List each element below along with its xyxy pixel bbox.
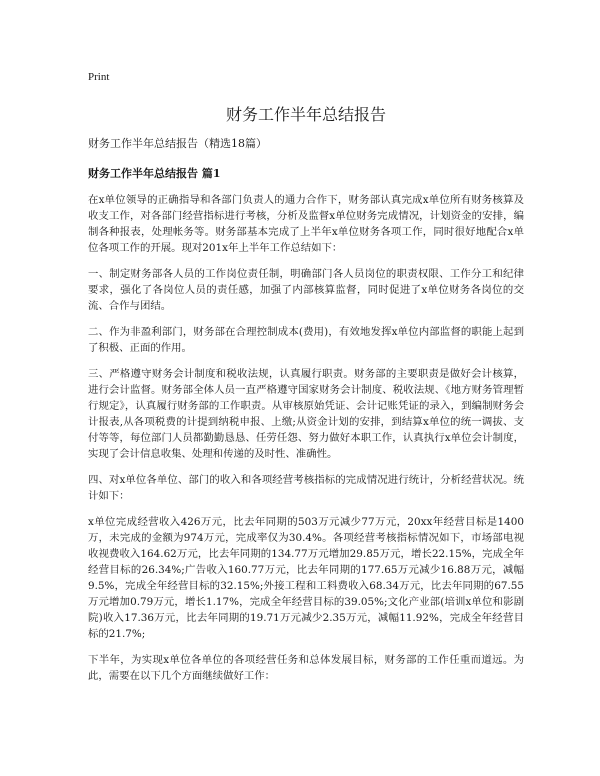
section-heading: 财务工作半年总结报告 篇1: [88, 167, 221, 180]
paragraph-item-1: 一、制定财务部各人员的工作岗位责任制，明确部门各人员岗位的职责权限、工作分工和纪律要求，强化了各岗位人员的责任感，加强了内部核算监督，同时促进了x单位财务各岗位的交流、合作与团结。: [88, 268, 524, 312]
paragraph-item-2: 二、作为非盈利部门，财务部在合理控制成本(费用)，有效地发挥x单位内部监督的职能上起到了积极、正面的作用。: [88, 326, 524, 354]
print-link[interactable]: Print: [88, 71, 110, 83]
document-title: 财务工作半年总结报告: [225, 105, 386, 124]
intro-paragraph: 在x单位领导的正确指导和各部门负责人的通力合作下，财务部认真完成x单位所有财务核算及收支工作，对各部门经营指标进行考核，分析及监督x单位财务完成情况，计划资金的安排，编制各种报表，处理帐务等。财务部基本完成了上半年x单位财务各项工作，同时很好地配合x单位各项工作的开展。现对201x年上半年工作总结如下：: [88, 194, 524, 254]
document-subtitle: 财务工作半年总结报告（精选18篇）: [88, 137, 267, 150]
document-page: [88, 70, 524, 694]
statistics-paragraph: x单位完成经营收入426万元，比去年同期的503万元减少77万元，20xx年经营目标是1400万，未完成的金额为974万元，完成率仅为30.4%。各项经营考核指标情况如下，市场部电视收视费收入164.62万元，比去年同期的134.77万元增加29.85万元，增长22.15%，完成全年经营目标的26.34%;广告收入160.77万元，比去年同期的177.65万元减少16.88万元，减幅9.5%，完成全年经营目标的32.15%;外接工程和工料费收入68.34万元，比去年同期的67.55万元增加0.79万元，增长1.17%，完成全年经营目标的39.05%;文化产业部(培训x单位和影剧院)收入17.36万元，比去年同期的19.71万元减少2.35万元，减幅11.92%，完成全年经营目标的21.7%;: [88, 516, 524, 640]
paragraph-item-3: 三、严格遵守财务会计制度和税收法规，认真履行职责。财务部的主要职责是做好会计核算，进行会计监督。财务部全体人员一直严格遵守国家财务会计制度、税收法规、《地方财务管理暂行规定》，认真履行财务部的工作职责。从审核原始凭证、会计记账凭证的录入，到编制财务会计报表,从各项税费的计提到纳税申报、上缴;从资金计划的安排，到结算x单位的统一调拔、支付等等，每位部门人员都勤勤恳恳、任劳任怨、努力做好本职工作，认真执行x单位会计制度，实现了会计信息收集、处理和传递的及时性、准确性。: [88, 368, 524, 460]
closing-paragraph: 下半年，为实现x单位各单位的各项经营任务和总体发展目标，财务部的工作任重而道远。为此，需要在以下几个方面继续做好工作：: [88, 654, 524, 682]
paragraph-item-4: 四、对x单位各单位、部门的收入和各项经营考核指标的完成情况进行统计，分析经营状况。统计如下：: [88, 474, 524, 502]
